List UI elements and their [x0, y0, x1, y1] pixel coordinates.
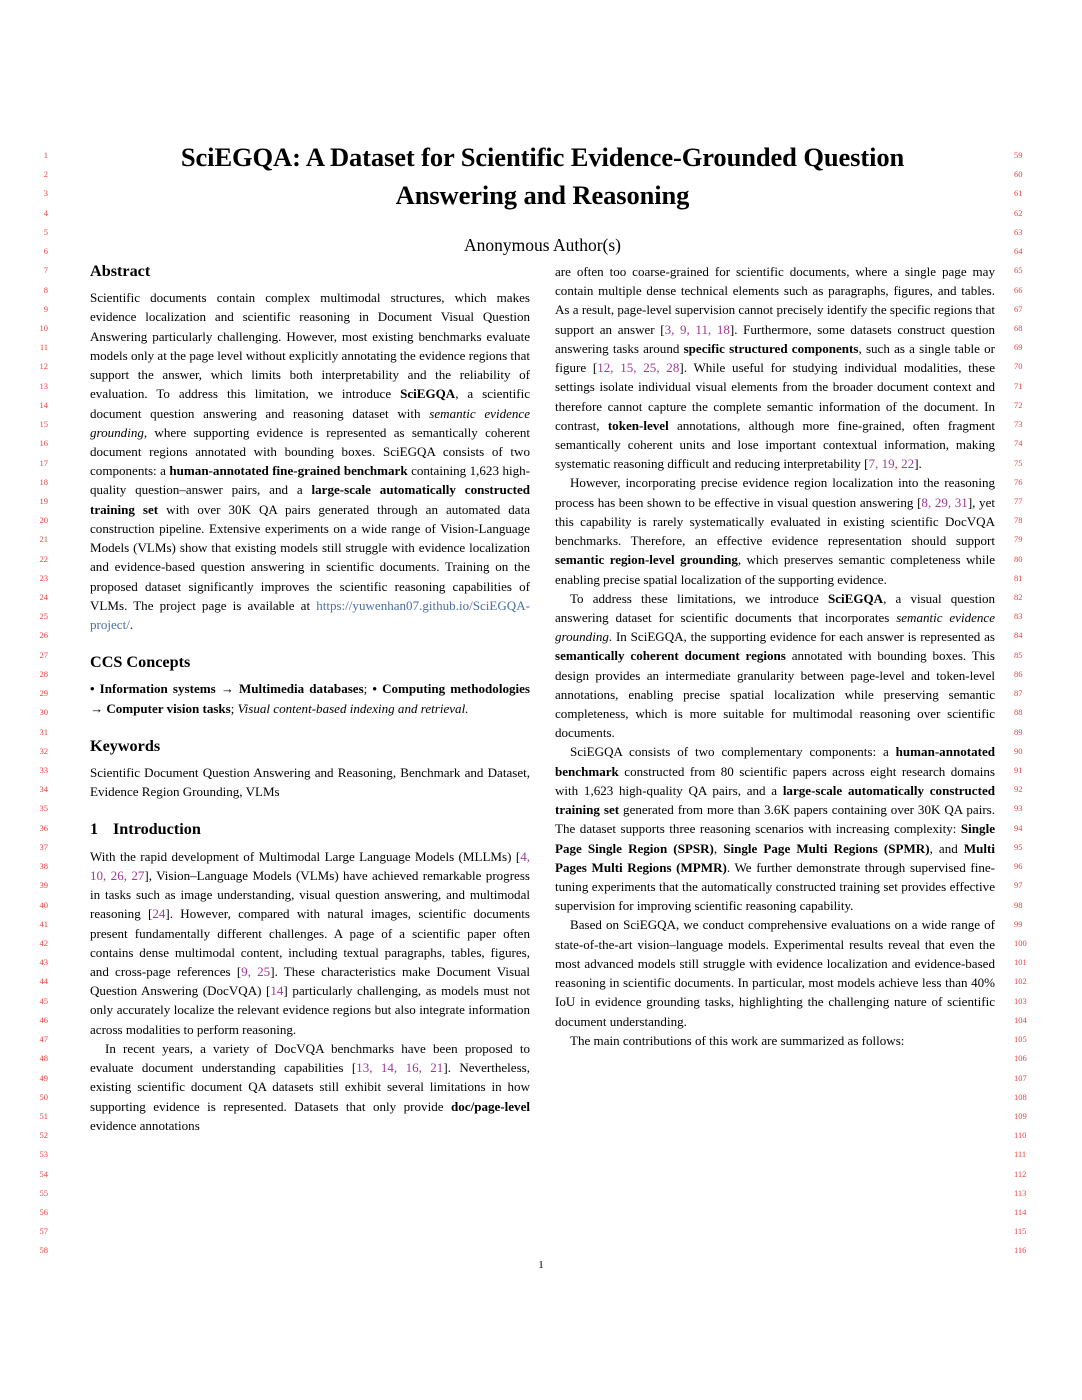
abstract-seg-3: , where supporting evidence is represented as semantically coherent document regions annotated with bounding boxes. SciEGQA consists of two components: a: [90, 424, 530, 479]
right-p4-seg-1: SciEGQA consists of two complementary components: a: [570, 744, 896, 760]
line-number: 93: [1014, 803, 1023, 814]
line-number: 49: [39, 1072, 48, 1083]
line-number: 70: [1014, 361, 1023, 372]
line-number: 73: [1014, 419, 1023, 430]
right-paragraph-3: [555, 589, 995, 743]
authors: Anonymous Author(s): [463, 235, 621, 255]
line-number: 6: [43, 246, 48, 257]
line-number: 2: [43, 169, 48, 180]
line-number: 91: [1014, 765, 1023, 775]
citation-ref[interactable]: 3, 9, 11, 18: [664, 321, 730, 337]
title-line-1: SciEGQA: A Dataset for Scientific Evidence-Grounded Question: [180, 142, 905, 172]
project-page-link[interactable]: https://yuwenhan07.github.io/SciEGQA-project/: [90, 597, 530, 632]
right-p4-bold-3: Single Page Single Region (SPSR): [555, 821, 995, 856]
line-number: 47: [39, 1034, 48, 1045]
line-number: 85: [1014, 649, 1023, 660]
line-number: 5: [43, 226, 48, 237]
line-number: 37: [39, 841, 48, 852]
line-number: 75: [1014, 457, 1023, 468]
right-p1-bold-2: token-level: [607, 417, 669, 433]
line-number: 90: [1014, 745, 1023, 756]
line-number: 7: [43, 265, 48, 276]
right-p4-bold-1: human-annotated benchmark: [555, 744, 995, 779]
line-number: 64: [1014, 246, 1023, 257]
line-number: 116: [1014, 1245, 1027, 1256]
line-number: 31: [39, 726, 48, 737]
intro-p1-seg-4: ]. These characteristics make Document Visual Question Answering (DocVQA) [: [90, 964, 531, 999]
line-number: 97: [1014, 880, 1023, 891]
line-number: 18: [39, 476, 48, 487]
line-number: 24: [39, 592, 48, 603]
line-number: 95: [1014, 841, 1023, 852]
line-number: 13: [39, 380, 48, 391]
ccs-sep-1: ;: [363, 681, 373, 697]
line-number: 89: [1014, 726, 1023, 737]
intro-paragraph-2: [90, 1039, 530, 1135]
line-number: 35: [39, 803, 48, 814]
right-p1-seg-3: , such as a single table or figure [: [555, 340, 995, 376]
line-number: 84: [1014, 630, 1023, 641]
line-number: 17: [39, 457, 48, 468]
intro-p1-seg-2: ], Vision–Language Models (VLMs) have achieved remarkable progress in tasks such as image understanding, visual question answering, and multimodal reasoning [: [90, 867, 530, 922]
line-number: 4: [43, 207, 48, 218]
abstract-seg-1: Scientific documents contain complex multimodal structures, which makes evidence localization and scientific reasoning in Document Visual Question Answering particularly challenging. However, most existing benchmarks evaluate models only at the page level without explicitly annotating the evidence regions that support the answer, which limits both interpretability and the reliability of evaluation. To address this limitation, we introduce: [90, 290, 530, 402]
right-paragraph-5: Based on SciEGQA, we conduct comprehensive evaluations on a wide range of state-of-the-art vision–language models. Experimental results reveal that even the most advanced models still struggle with evidence localization and evidence-based reasoning in scientific documents. In particular, most models achieve less than 40% IoU in evidence grounding tasks, highlighting the challenging nature of scientific document understanding.: [555, 917, 995, 1029]
line-number: 115: [1014, 1226, 1027, 1237]
abstract-seg-6: .: [129, 616, 134, 632]
line-number: 96: [1014, 861, 1023, 872]
ccs-bold-1: Multimedia databases: [238, 681, 364, 697]
line-number: 110: [1014, 1130, 1027, 1141]
line-number: 48: [39, 1053, 48, 1064]
line-number: 21: [39, 534, 48, 545]
line-number: 56: [39, 1207, 48, 1218]
ccs-concepts-text: [90, 679, 530, 717]
line-number: 14: [39, 399, 48, 410]
line-number: 9: [43, 303, 48, 314]
page-number: 1: [538, 1259, 544, 1271]
right-p3-italic-1: semantic evidence grounding: [555, 609, 996, 645]
ccs-concepts-heading: CCS Concepts: [90, 653, 191, 672]
intro-p2-seg-2: ]. Nevertheless, existing scientific document QA datasets still exhibit several limitations in how supporting evidence is represented. Datasets that only provide: [90, 1060, 530, 1114]
introduction-title: Introduction: [113, 820, 201, 839]
citation-ref[interactable]: 4, 10, 26, 27: [90, 848, 530, 883]
right-p1-seg-2: ]. Furthermore, some datasets construct question answering tasks around: [555, 321, 995, 356]
right-p1-bold-1: specific structured components: [683, 340, 859, 356]
right-p3-seg-2: , a visual question answering dataset for scientific documents that incorporates: [555, 590, 995, 625]
right-p4-bold-4: Single Page Multi Regions (SPMR): [723, 840, 930, 856]
ccs-arrow-2: →: [90, 700, 107, 716]
ccs-bullet-2: • Computing methodologies: [372, 681, 530, 697]
line-number: 50: [39, 1091, 48, 1102]
right-p3-seg-4: annotated with bounding boxes. This design provides an intermediate granularity between page-level and token-level annotations, enabling precise spatial localization while preserving semantic completeness, which is more suitable for multimodal reasoning over scientific documents.: [555, 648, 995, 741]
line-number: 100: [1014, 937, 1027, 948]
introduction-number: 1: [90, 820, 99, 839]
citation-ref[interactable]: 9, 25: [241, 964, 271, 979]
line-number: 99: [1014, 918, 1023, 929]
abstract-seg-4: containing 1,623 high-quality question–answer pairs, and a: [90, 463, 530, 498]
ccs-sep-2: ;: [230, 700, 238, 716]
left-column: [90, 262, 530, 1135]
keywords-text: Scientific Document Question Answering and Reasoning, Benchmark and Dataset, Evidence Region Grounding, VLMs: [90, 765, 530, 800]
line-number: 111: [1014, 1149, 1027, 1160]
right-p1-seg-6: ].: [914, 456, 922, 472]
line-number: 45: [39, 995, 48, 1006]
abstract-seg-2: , a scientific document question answering and reasoning dataset with: [90, 386, 530, 421]
ccs-bold-2: Computer vision tasks: [106, 700, 231, 716]
line-number: 1: [43, 150, 48, 160]
line-number: 27: [39, 649, 48, 660]
line-number: 15: [39, 419, 48, 430]
line-number: 32: [39, 745, 48, 756]
line-number: 8: [43, 284, 48, 295]
abstract-bold-3: large-scale automatically constructed training set: [90, 482, 530, 517]
right-p4-seg-3: generated from more than 3.6K papers containing over 30K QA pairs. The dataset supports three reasoning scenarios with increasing complexity:: [555, 802, 996, 837]
line-number: 46: [39, 1014, 48, 1025]
line-number: 38: [39, 861, 48, 872]
line-number: 108: [1014, 1091, 1027, 1102]
citation-ref[interactable]: 12, 15, 25, 28: [597, 360, 680, 376]
line-number-gutter-right: [1014, 146, 1040, 1261]
right-p2-bold-1: semantic region-level grounding: [555, 552, 738, 568]
page-title: [90, 138, 995, 214]
line-number: 63: [1014, 226, 1023, 237]
title-block: [90, 138, 995, 257]
right-p2-seg-3: , which preserves semantic completeness while enabling precise spatial localization of the supporting evidence.: [555, 552, 995, 587]
citation-ref[interactable]: 8, 29, 31: [921, 494, 968, 510]
line-number: 34: [39, 784, 48, 795]
line-number: 87: [1014, 688, 1023, 699]
right-p1-seg-5: annotations, although more fine-grained, often fragment semantically coherent units and lose important contextual information, making systematic reasoning difficult and reducing interpretability [: [555, 417, 996, 472]
line-number: 114: [1014, 1207, 1027, 1218]
right-p4-seg-4: ,: [713, 840, 724, 856]
line-number: 65: [1014, 265, 1023, 276]
ccs-bullet-1: • Information systems: [90, 681, 216, 697]
line-number: 68: [1014, 322, 1023, 333]
line-number: 51: [39, 1110, 48, 1121]
line-number: 53: [39, 1149, 48, 1160]
right-p3-bold-2: semantically coherent document regions: [555, 648, 786, 664]
intro-p2-seg-1: In recent years, a variety of DocVQA benchmarks have been proposed to evaluate document understanding capabilities [: [90, 1040, 530, 1076]
line-number: 107: [1014, 1072, 1027, 1083]
intro-p2-seg-3: evidence annotations: [90, 1117, 200, 1133]
line-number: 54: [39, 1168, 48, 1179]
line-number: 83: [1014, 611, 1023, 622]
right-p1-seg-1: are often too coarse-grained for scientific documents, where a single page may contain multiple dense technical elements such as paragraphs, figures, and tables. As a result, page-level supervision cannot precisely identify the specific regions that support an answer [: [555, 264, 995, 337]
line-number: 57: [39, 1226, 48, 1237]
line-number: 23: [39, 572, 48, 583]
intro-p1-seg-1: With the rapid development of Multimodal Large Language Models (MLLMs) [: [90, 848, 521, 864]
line-number: 11: [39, 342, 48, 353]
line-number: 86: [1014, 668, 1023, 679]
line-number: 29: [39, 688, 48, 699]
intro-p1-seg-5: ] particularly challenging, as models must not only accurately localize the relevant evidence regions but also integrate information across modalities to perform reasoning.: [90, 983, 530, 1037]
line-number: 79: [1014, 534, 1023, 545]
line-number: 76: [1014, 476, 1023, 487]
line-number: 94: [1014, 822, 1023, 833]
right-p4-bold-5: Multi Pages Multi Regions (MPMR): [555, 840, 996, 875]
abstract-italic-1: semantic evidence grounding: [90, 405, 531, 440]
right-paragraph-6: The main contributions of this work are summarized as follows:: [570, 1032, 905, 1048]
ccs-italic-1: Visual content-based indexing and retrieval.: [237, 700, 469, 716]
line-number: 10: [39, 322, 48, 333]
line-number-gutter-left: [22, 146, 48, 1261]
line-number: 67: [1014, 303, 1023, 314]
line-number: 16: [39, 438, 48, 449]
line-number: 33: [39, 765, 48, 775]
citation-ref[interactable]: 14: [270, 983, 284, 999]
citation-ref[interactable]: 13, 14, 16, 21: [356, 1060, 444, 1076]
line-number: 52: [39, 1130, 48, 1141]
line-number: 41: [39, 918, 48, 929]
right-p4-bold-2: large-scale automatically constructed training set: [555, 782, 995, 818]
line-number: 20: [39, 515, 48, 526]
line-number: 66: [1014, 284, 1023, 295]
line-number: 98: [1014, 899, 1023, 910]
citation-ref[interactable]: 7, 19, 22: [868, 456, 915, 472]
line-number: 74: [1014, 438, 1023, 449]
abstract-text: [90, 288, 530, 634]
line-number: 101: [1014, 957, 1027, 968]
citation-ref[interactable]: 24: [152, 906, 166, 922]
right-p3-seg-1: To address these limitations, we introduce: [570, 590, 828, 606]
intro-p1-seg-3: ]. However, compared with natural images, scientific documents present fundamentally different challenges. A page of a scientific paper often contains dense multimodal content, including textual paragraphs, tables, figures, and cross-page references [: [90, 906, 530, 979]
line-number: 44: [39, 976, 48, 987]
line-number: 88: [1014, 707, 1023, 718]
line-number: 62: [1014, 207, 1023, 218]
line-number: 112: [1014, 1168, 1027, 1179]
line-number: 80: [1014, 553, 1023, 564]
right-p4-seg-2: constructed from 80 scientific papers across eight research domains with 1,623 high-quality QA pairs, and a: [555, 763, 995, 798]
right-column: [555, 262, 995, 1050]
line-number: 103: [1014, 995, 1027, 1006]
right-p3-bold-1: SciEGQA: [828, 590, 884, 606]
line-number: 39: [39, 880, 48, 891]
line-number: 61: [1014, 188, 1023, 199]
line-number: 40: [39, 899, 48, 910]
intro-paragraph-1: [90, 847, 530, 1039]
right-paragraph-1: [555, 262, 995, 473]
line-number: 42: [39, 937, 48, 948]
line-number: 26: [39, 630, 48, 641]
keywords-heading: Keywords: [90, 736, 161, 755]
right-p1-seg-4: ]. While useful for studying individual modalities, these settings isolate individual visual elements from the broader document context and therefore cannot capture the complete semantic information of the document. In contrast,: [555, 360, 996, 433]
line-number: 82: [1014, 592, 1023, 603]
line-number: 77: [1014, 495, 1023, 506]
line-number: 109: [1014, 1110, 1027, 1121]
line-number: 105: [1014, 1034, 1027, 1045]
line-number: 22: [39, 553, 48, 564]
right-p2-seg-2: ], yet this capability is rarely systematically evaluated in existing scientific DocVQA benchmarks. Therefore, an effective evidence representation should support: [555, 494, 995, 549]
line-number: 113: [1014, 1187, 1027, 1198]
line-number: 28: [39, 668, 48, 679]
line-number: 71: [1014, 380, 1023, 391]
title-line-2: Answering and Reasoning: [395, 180, 690, 210]
abstract-bold-2: human-annotated fine-grained benchmark: [169, 463, 408, 479]
line-number: 25: [39, 611, 48, 622]
line-number: 72: [1014, 399, 1023, 410]
line-number: 43: [39, 957, 48, 968]
abstract-seg-5: with over 30K QA pairs generated through an automated data construction pipeline. Extensive experiments on a wide range of Vision-Language Models (VLMs) show that existing models still struggle with evidence localization and evidence-based question answering in scientific documents. Training on the proposed dataset significantly improves the scientific reasoning capabilities of VLMs. The project page is available at: [90, 501, 531, 613]
line-number: 102: [1014, 976, 1027, 987]
line-number: 69: [1014, 342, 1023, 353]
line-number: 58: [39, 1245, 48, 1256]
line-number: 92: [1014, 784, 1023, 795]
introduction-heading: [90, 820, 530, 839]
line-number: 12: [39, 361, 48, 372]
right-p2-seg-1: However, incorporating precise evidence region localization into the reasoning process has been shown to be effective in visual question answering [: [555, 475, 995, 510]
right-p4-seg-5: , and: [929, 840, 964, 856]
abstract-heading: Abstract: [90, 262, 151, 280]
line-number: 19: [39, 495, 48, 506]
abstract-bold-1: SciEGQA: [400, 386, 456, 402]
line-number: 30: [39, 707, 48, 718]
ccs-arrow-1: →: [215, 681, 239, 697]
line-number: 36: [39, 822, 48, 833]
line-number: 78: [1014, 515, 1023, 526]
line-number: 104: [1014, 1014, 1027, 1025]
line-number: 55: [39, 1187, 48, 1198]
line-number: 3: [43, 188, 48, 199]
intro-p2-bold-1: doc/page-level: [451, 1098, 530, 1114]
right-p3-seg-3: . In SciEGQA, the supporting evidence for each answer is represented as: [608, 629, 995, 645]
right-p4-seg-6: . We further demonstrate through supervised fine-tuning experiments that the automatically constructed training set provides effective supervision for improving scientific reasoning capability.: [555, 859, 996, 914]
right-paragraph-2: [555, 473, 995, 588]
line-number: 60: [1014, 169, 1023, 180]
line-number: 59: [1014, 150, 1023, 160]
line-number: 81: [1014, 572, 1023, 583]
line-number: 106: [1014, 1053, 1027, 1064]
right-paragraph-4: [555, 742, 995, 915]
